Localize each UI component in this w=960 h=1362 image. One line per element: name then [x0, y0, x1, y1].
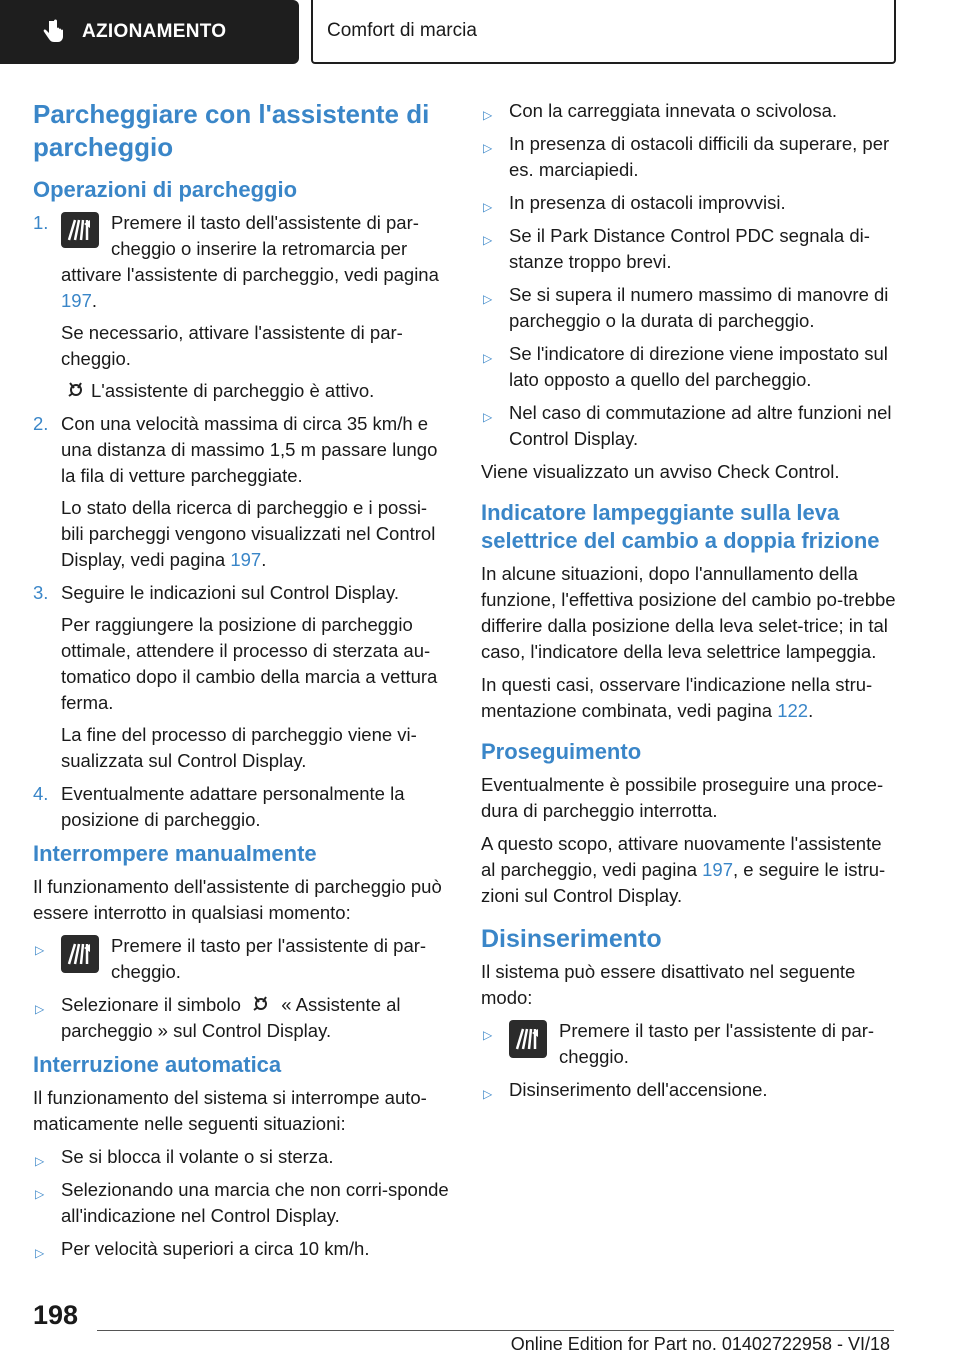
triangle-bullet-icon: ▷ [483, 200, 493, 214]
chapter-tab [311, 0, 896, 64]
step-3: 3. Seguire le indicazioni sul Control Display. Per raggiungere la posizione di parcheggio ottimale, attendere il processo di sterzata au-tomatico dopo il cambio della marcia a vettura ferma. La fine del processo di parcheggio viene vi-sualizzata sul Control Display. [33, 582, 438, 771]
check-control-note: Viene visualizzato un avviso Check Control. [481, 461, 840, 482]
list-item: ▷ Se l'indicatore di direzione viene impostato sul lato opposto a quello del parcheggio. [483, 343, 888, 390]
triangle-bullet-icon: ▷ [35, 943, 45, 957]
list-item: ▷ Selezionare il simbolo « Assistente al parcheggio » sul Control Display. [35, 994, 401, 1041]
steps-list [33, 210, 449, 833]
triangle-bullet-icon: ▷ [35, 1002, 45, 1016]
triangle-bullet-icon: ▷ [483, 1028, 493, 1042]
triangle-bullet-icon: ▷ [35, 1154, 45, 1168]
edition-note: Online Edition for Part no. 01402722958 - VI/18 [510, 1334, 890, 1354]
list-item: ▷ Se si blocca il volante o si sterza. [33, 1144, 449, 1170]
auto-heading: Interruzione automatica [33, 1052, 282, 1077]
auto-list [33, 1144, 449, 1262]
indicator-heading: Indicatore lampeggiante sulla leva selettrice del cambio a doppia frizione [481, 500, 880, 553]
step-1: 1. Premere il tasto dell'assistente di par-cheggio o inserire la retromarcia per attivare l'assistente di parcheggio, vedi pagina 197. Se necessario, attivare l'assistente di par-cheggio. L'assistente di parcheggio è attivo. [33, 212, 439, 401]
triangle-bullet-icon: ▷ [483, 141, 493, 155]
step-4: 4. Eventualmente adattare personalmente la posizione di parcheggio. [33, 783, 405, 830]
triangle-bullet-icon: ▷ [483, 108, 493, 122]
chapter-title: Comfort di marcia [327, 20, 477, 41]
park-assist-button-icon [61, 935, 99, 973]
triangle-bullet-icon: ▷ [483, 351, 493, 365]
triangle-bullet-icon: ▷ [35, 1246, 45, 1260]
park-assist-button-icon [509, 1020, 547, 1058]
list-item: ▷ In presenza di ostacoli improvvisi. [481, 190, 899, 216]
list-item: ▷ Nel caso di commutazione ad altre funzioni nel Control Display. [483, 402, 892, 449]
list-item: ▷ Con la carreggiata innevata o scivolosa. [481, 98, 899, 124]
list-item: ▷ Premere il tasto per l'assistente di par-cheggio. [483, 1020, 875, 1067]
page-link-197[interactable]: 197 [61, 290, 92, 311]
ops-heading: Operazioni di parcheggio [33, 177, 298, 202]
triangle-bullet-icon: ▷ [35, 1187, 45, 1201]
page-title: Parcheggiare con l'assistente di parcheggio [33, 99, 430, 162]
manual-list [33, 933, 449, 1044]
hand-pointer-icon [40, 19, 66, 45]
right-column [481, 98, 899, 1110]
triangle-bullet-icon: ▷ [483, 233, 493, 247]
manual-intro: Il funzionamento dell'assistente di parcheggio può essere interrotto in qualsiasi momento: [33, 876, 442, 923]
step-2: 2. Con una velocità massima di circa 35 km/h e una distanza di massimo 1,5 m passare lungo la fila di vetture parcheggiate. Lo stato della ricerca di parcheggio e i possi-bili parcheggi vengono visualizzati nel Control Display, vedi pagina 197. [33, 413, 438, 570]
continue-heading: Proseguimento [481, 739, 642, 764]
triangle-bullet-icon: ▷ [483, 410, 493, 424]
off-intro: Il sistema può essere disattivato nel seguente modo: [481, 961, 856, 1008]
list-item: ▷ Disinserimento dell'accensione. [481, 1077, 899, 1103]
page-header [0, 0, 960, 66]
off-list [481, 1018, 899, 1103]
page-link-197[interactable]: 197 [702, 859, 734, 880]
list-item: ▷ Per velocità superiori a circa 10 km/h. [33, 1236, 449, 1262]
left-column [33, 98, 449, 1269]
auto-list-continued [481, 98, 899, 452]
list-item: ▷ In presenza di ostacoli difficili da superare, per es. marciapiedi. [483, 133, 890, 180]
list-item: ▷ Se il Park Distance Control PDC segnala di-stanze troppo brevi. [483, 225, 870, 272]
continue-text: Eventualmente è possibile proseguire una proce-dura di parcheggio interrotta. [481, 774, 884, 821]
list-item: ▷ Se si supera il numero massimo di manovre di parcheggio o la durata di parcheggio. [483, 284, 889, 331]
indicator-text-2: In questi casi, osservare l'indicazione nella stru-mentazione combinata, vedi pagina 122. [481, 674, 873, 721]
continue-text-2: A questo scopo, attivare nuovamente l'assistente al parcheggio, vedi pagina 197, e seguire le istru-zioni sul Control Display. [481, 833, 886, 906]
list-item: ▷ Selezionando una marcia che non corri-sponde all'indicazione nel Control Display. [35, 1179, 449, 1226]
page-link-122[interactable]: 122 [777, 700, 809, 721]
triangle-bullet-icon: ▷ [483, 292, 493, 306]
section-title: AZIONAMENTO [82, 21, 227, 42]
page-link-197[interactable]: 197 [230, 549, 262, 570]
page-number: 198 [33, 1300, 79, 1330]
footer-divider [97, 1330, 894, 1331]
park-assist-active-icon [65, 379, 87, 401]
section-tab [0, 0, 299, 64]
manual-heading: Interrompere manualmente [33, 841, 317, 866]
auto-intro: Il funzionamento del sistema si interrompe auto-maticamente nelle seguenti situazioni: [33, 1087, 427, 1134]
park-assist-symbol-icon [250, 993, 272, 1015]
off-heading: Disinserimento [481, 925, 662, 953]
list-item: ▷ Premere il tasto per l'assistente di par-cheggio. [35, 935, 427, 982]
park-assist-button-icon [61, 212, 99, 248]
triangle-bullet-icon: ▷ [483, 1087, 493, 1101]
indicator-text: In alcune situazioni, dopo l'annullamento della funzione, l'effettiva posizione del cambio po-trebbe differire dalla posizione della leva selet-trice; in tal caso, l'indicatore della leva selettrice lampeggia. [481, 563, 896, 662]
